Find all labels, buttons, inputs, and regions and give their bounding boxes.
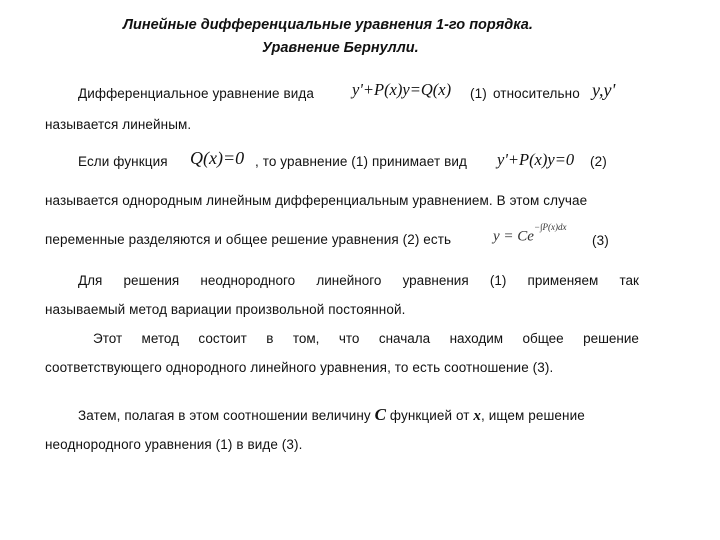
word: в <box>266 331 274 346</box>
word: неоднородного <box>200 273 296 288</box>
equation-1-label: (1) <box>470 86 487 101</box>
p2-line-3: переменные разделяются и общее решение уравнения (2) есть <box>45 232 452 247</box>
word: том, <box>292 331 320 346</box>
word: Этот <box>93 331 123 346</box>
p3-line-1 <box>78 273 639 288</box>
var-c: C <box>374 405 387 424</box>
word: решение <box>583 331 639 346</box>
word: состоит <box>198 331 247 346</box>
word: (1) <box>489 273 507 288</box>
p5-line-1 <box>78 405 585 425</box>
p1-line-2: называется линейным. <box>45 117 192 132</box>
formula-3-label: (3) <box>592 233 609 248</box>
p2-mid: , то уравнение (1) принимает вид <box>255 154 467 169</box>
formula-3-exponent: −∫P(x)dx <box>533 222 567 232</box>
equation-2: y'+P(x)y=0 <box>497 150 575 169</box>
word: Для <box>78 273 103 288</box>
p1-vars: y,y' <box>592 80 616 100</box>
var-x: x <box>473 408 482 424</box>
word: решения <box>123 273 180 288</box>
condition-q-zero: Q(x)=0 <box>190 148 245 168</box>
equation-1: y'+P(x)y=Q(x) <box>352 80 452 99</box>
equation-2-label: (2) <box>590 154 607 169</box>
word: сначала <box>378 331 431 346</box>
word: общее <box>522 331 564 346</box>
p5-pre: Затем, полагая в этом соотношении величину <box>78 408 371 423</box>
p1-after: относительно <box>493 86 580 101</box>
p2-lead: Если функция <box>78 154 168 169</box>
p5-post: , ищем решение <box>481 408 585 423</box>
formula-3 <box>493 222 567 245</box>
word: метод <box>141 331 180 346</box>
word: так <box>619 273 639 288</box>
word: применяем <box>527 273 599 288</box>
p3-line-2: называемый метод вариации произвольной постоянной. <box>45 302 406 317</box>
word: что <box>338 331 360 346</box>
title-line-2: Уравнение Бернулли. <box>262 40 419 56</box>
title-line-1: Линейные дифференциальные уравнения 1-го порядка. <box>123 17 533 33</box>
formula-3-base: y = Ce <box>493 228 534 245</box>
word: линейного <box>316 273 382 288</box>
word: находим <box>449 331 504 346</box>
p4-line-2: соответствующего однородного линейного уравнения, то есть соотношение (3). <box>45 360 554 375</box>
word: уравнения <box>402 273 469 288</box>
p5-mid: функцией от <box>389 408 470 423</box>
p1-lead: Дифференциальное уравнение вида <box>78 86 314 101</box>
p4-line-1 <box>93 331 639 346</box>
p2-line-2: называется однородным линейным дифференциальным уравнением. В этом случае <box>45 193 588 208</box>
p5-line-2: неоднородного уравнения (1) в виде (3). <box>45 437 303 452</box>
